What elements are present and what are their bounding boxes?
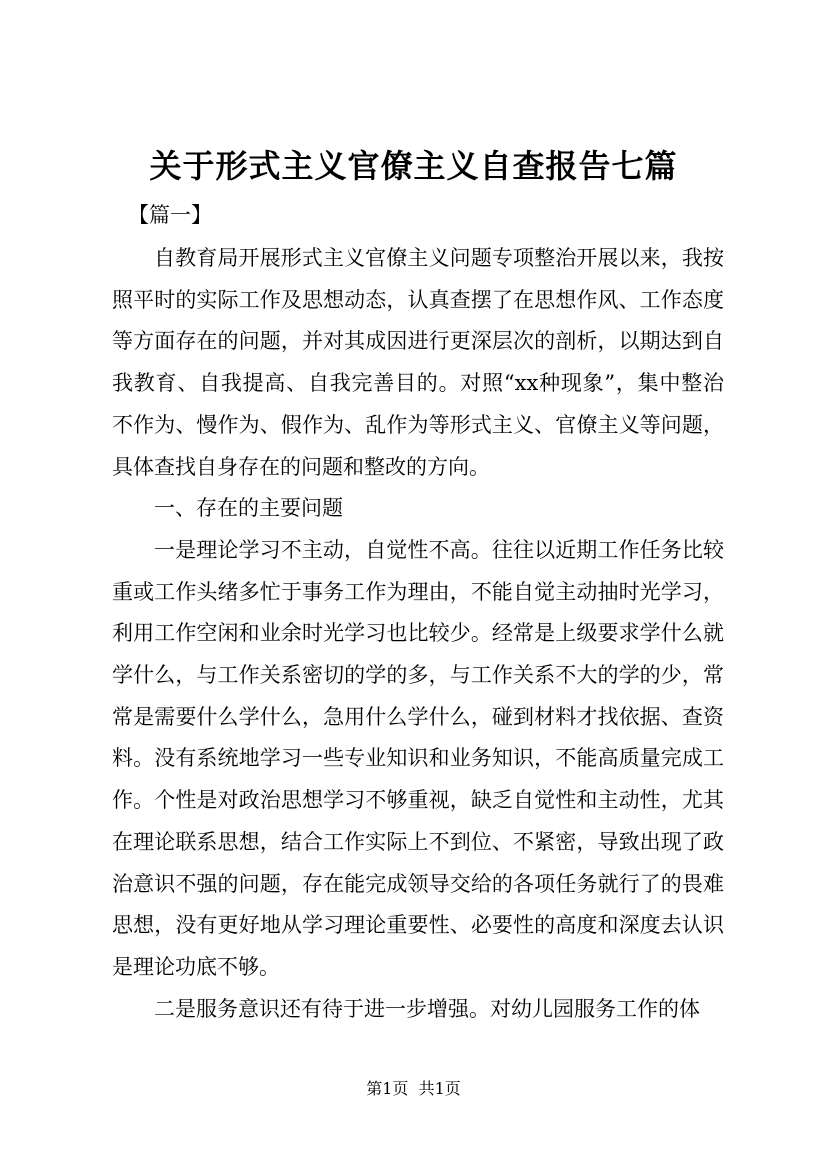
document-title: 关于形式主义官僚主义自查报告七篇	[149, 147, 678, 185]
section-tag: 【篇一】	[128, 203, 212, 227]
page-total: 共1页	[418, 1079, 461, 1098]
paragraph-issue-one: 一是理论学习不主动，自觉性不高。往往以近期工作任务比较重或工作头绪多忙于事务工作为理由，不能自觉主动抽时光学习，利用工作空闲和业余时光学习也比较少。经常是上级要求学什么就学什么，与工作关系密切的学的多，与工作关系不大的学的少，常常是需要什么学什么，急用什么学什么，碰到材料才找依据、查资料。没有系统地学习一些专业知识和业务知识，不能高质量完成工作。个性是对政治思想学习不够重视，缺乏自觉性和主动性，尤其在理论联系思想，结合工作实际上不到位、不紧密，导致出现了政治意识不强的问题，存在能完成领导交给的各项任务就行了的畏难思想，没有更好地从学习理论重要性、必要性的高度和深度去认识是理论功底不够。	[112, 537, 724, 979]
section-heading: 一、存在的主要问题	[154, 496, 343, 521]
page-footer	[0, 1078, 827, 1100]
page-number: 第1页	[366, 1079, 409, 1098]
paragraph-intro: 自教育局开展形式主义官僚主义问题专项整治开展以来，我按照平时的实际工作及思想动态，认真查摆了在思想作风、工作态度等方面存在的问题，并对其成因进行更深层次的剖析，以期达到自我教育、自我提高、自我完善目的。对照“xx种现象”，集中整治不作为、慢作为、假作为、乱作为等形式主义、官僚主义等问题，具体查找自身存在的问题和整改的方向。	[112, 246, 724, 479]
document-body	[112, 238, 724, 1030]
paragraph-issue-two: 二是服务意识还有待于进一步增强。对幼儿园服务工作的体	[154, 996, 700, 1021]
